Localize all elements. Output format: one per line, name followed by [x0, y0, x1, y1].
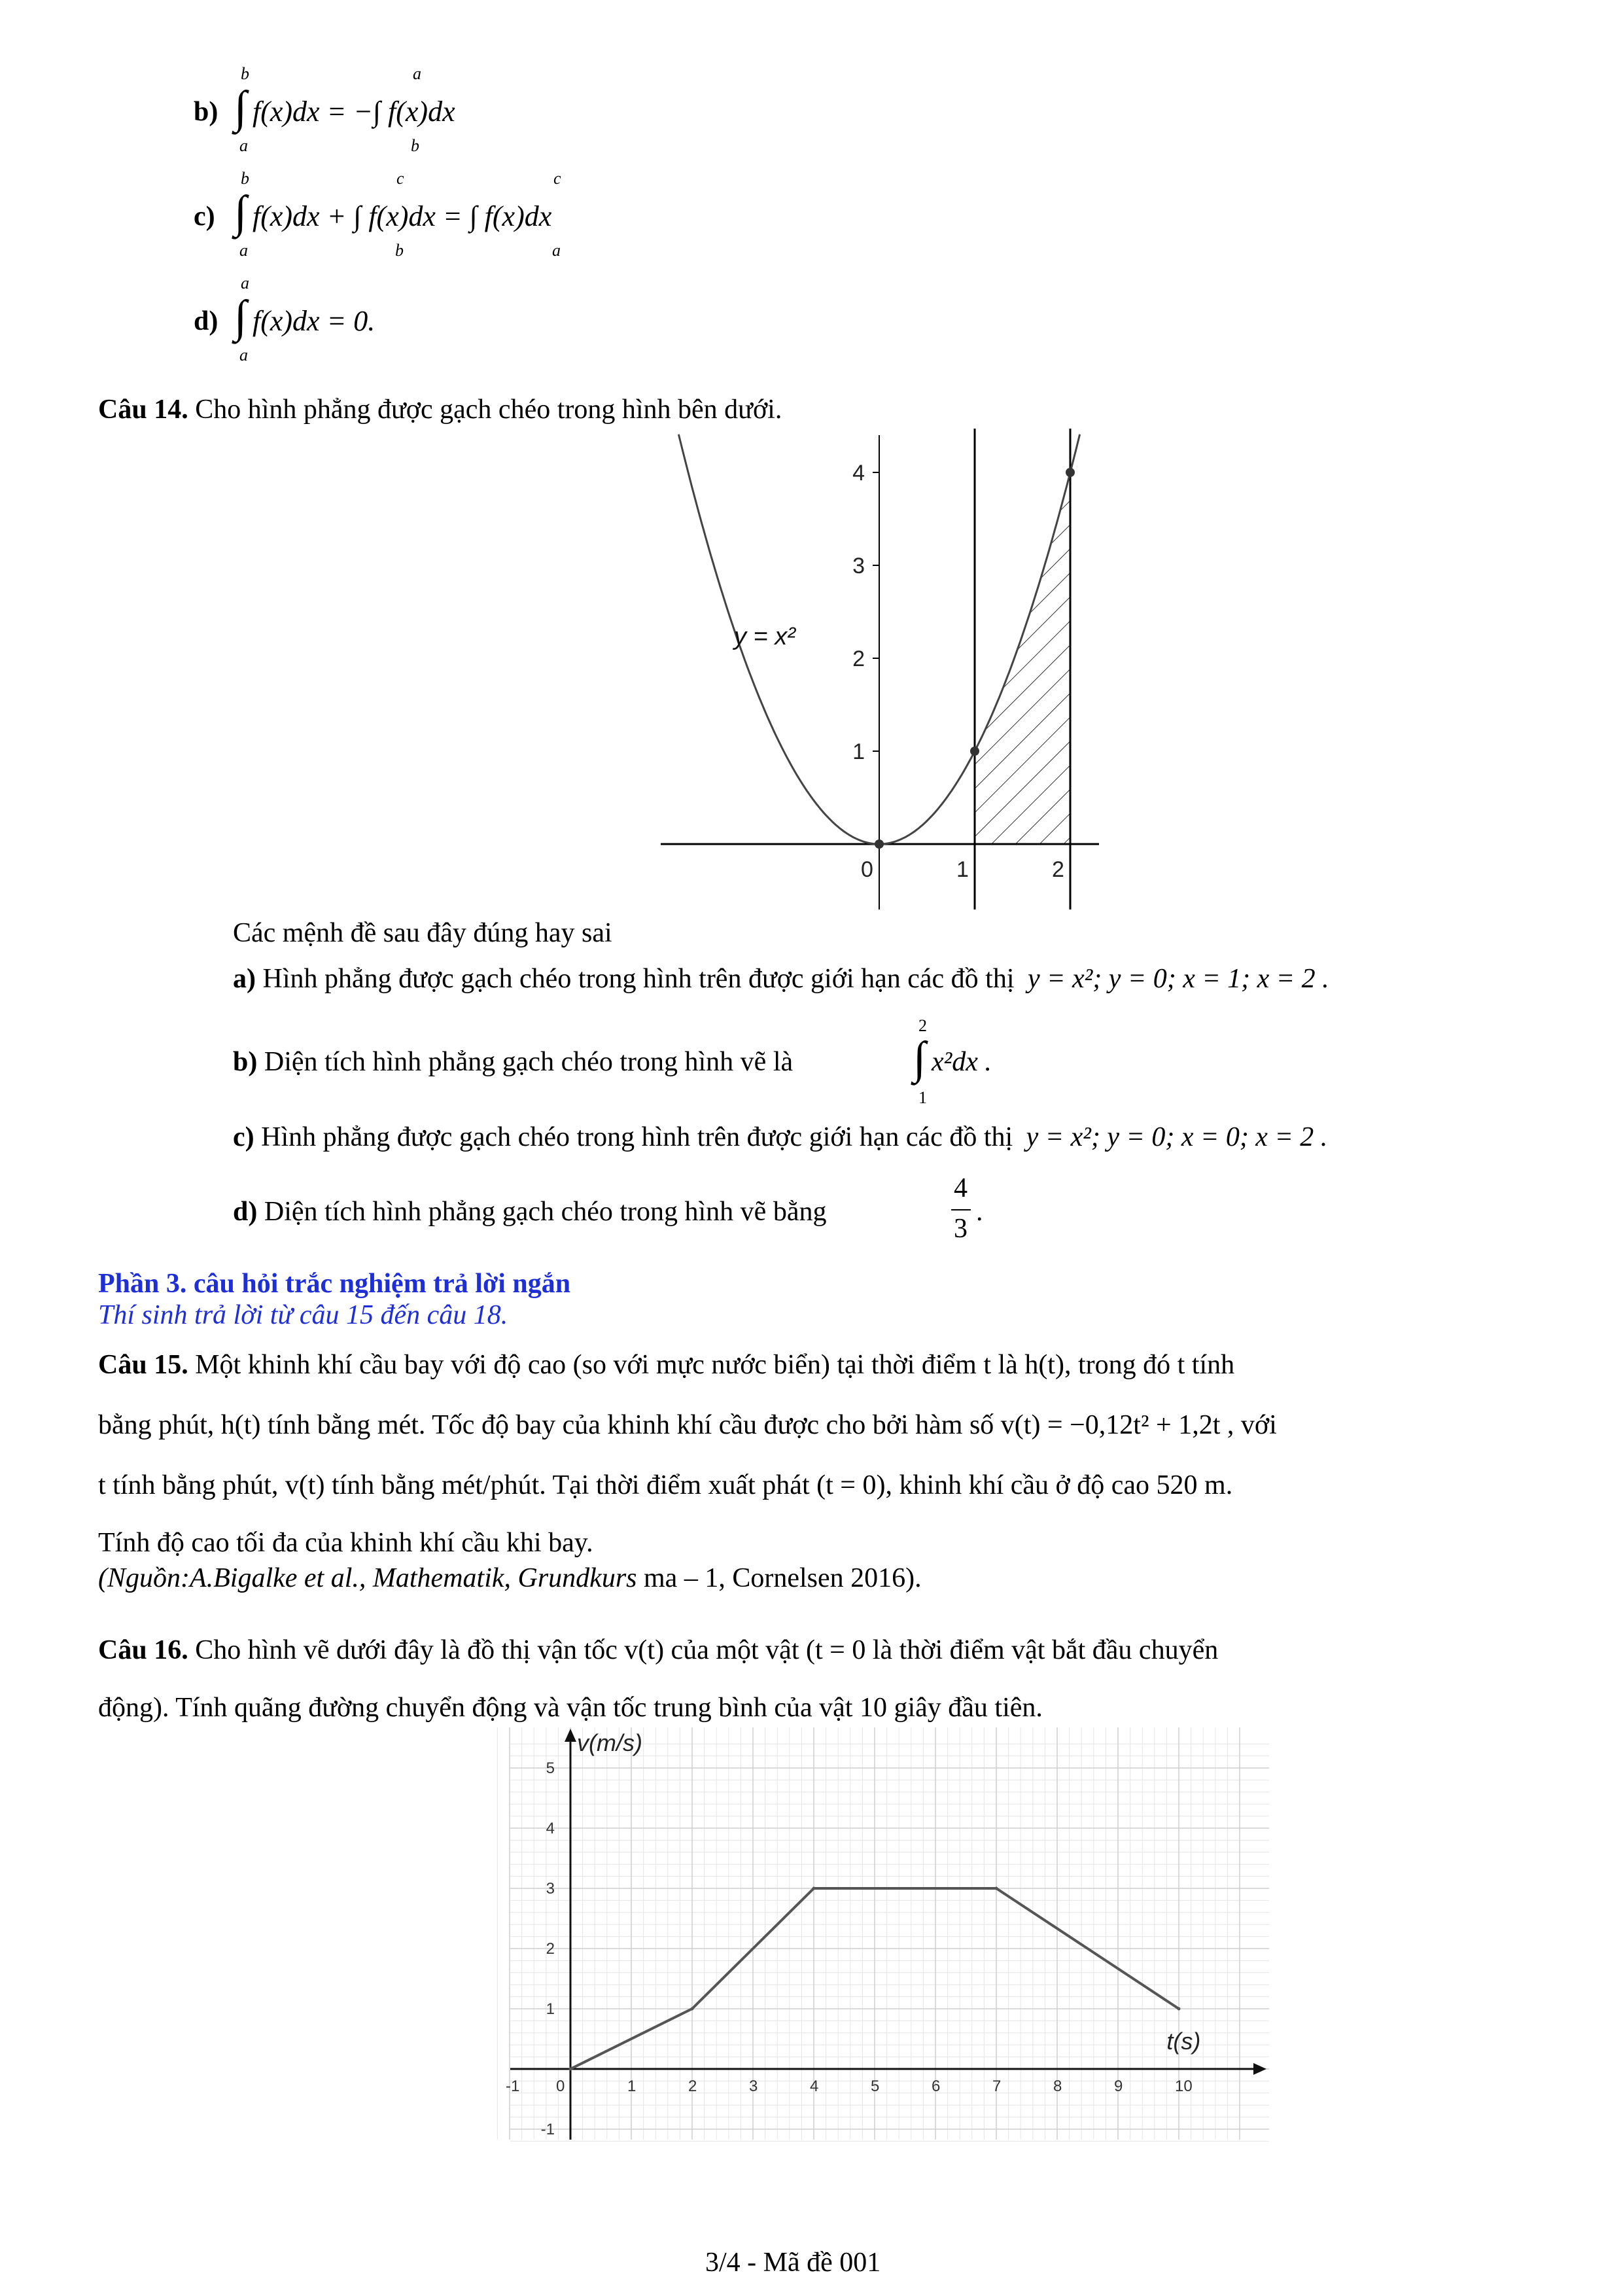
- q14-a-label: a): [233, 964, 256, 994]
- q14-b-text: Diện tích hình phẳng gạch chéo trong hình vẽ là: [264, 1047, 794, 1077]
- q16-text-line2: động). Tính quãng đường chuyển động và vận tốc trung bình của vật 10 giây đầu tiên.: [98, 1693, 1043, 1723]
- lower-limit: b: [395, 241, 404, 260]
- integral-sign: ∫: [913, 1033, 926, 1084]
- x-tick-label: -1: [506, 2077, 520, 2095]
- upper-limit: b: [241, 169, 249, 188]
- q15-source: [98, 1561, 922, 1595]
- q14-label: Câu 14.: [98, 395, 188, 425]
- upper-limit: c: [553, 169, 561, 188]
- q15-text-line4: Tính độ cao tối đa của khinh khí cầu khi bay.: [98, 1528, 593, 1558]
- curve-point: [1066, 468, 1075, 477]
- fraction-bar: [951, 1209, 971, 1210]
- lower-limit: a: [239, 345, 248, 364]
- y-tick-label: -1: [540, 2121, 555, 2138]
- q16-text-line1: Cho hình vẽ dưới đây là đồ thị vận tốc v(t) của một vật (t = 0 là thời điểm vật bắt đầu chuyển: [195, 1635, 1219, 1665]
- q15-text-line3: t tính bằng phút, v(t) tính bằng mét/phút. Tại thời điểm xuất phát (t = 0), khinh khí cầu ở độ cao 520 m.: [98, 1470, 1233, 1500]
- x-tick-label: 5: [871, 2077, 880, 2095]
- x-tick-label: 7: [992, 2077, 1002, 2095]
- y-tick-label: 3: [852, 554, 865, 578]
- lower-limit: 1: [918, 1088, 927, 1107]
- velocity-point: [1178, 2007, 1181, 2011]
- q14-b-label: b): [233, 1047, 258, 1077]
- x-tick-label: 1: [956, 857, 969, 882]
- y-axis-arrow: [565, 1729, 576, 1742]
- item-d-label: d): [194, 306, 218, 336]
- y-axis-label: v(m/s): [577, 1729, 642, 1756]
- velocity-point: [569, 2068, 572, 2071]
- item-c-row: [194, 170, 782, 262]
- y-tick-label: 4: [546, 1820, 555, 1837]
- upper-limit: 2: [918, 1016, 927, 1035]
- x-tick-label: 6: [932, 2077, 941, 2095]
- upper-limit: a: [241, 274, 249, 292]
- q14-statement-b: [233, 1017, 1083, 1109]
- part3-subtitle: Thí sinh trả lời từ câu 15 đến câu 18.: [98, 1300, 508, 1330]
- integral-sign: ∫: [234, 82, 247, 133]
- q14-b-line: [233, 1045, 793, 1079]
- parabola-chart: [661, 429, 1106, 910]
- q14-c-math: y = x²; y = 0; x = 0; x = 2 .: [1026, 1122, 1328, 1152]
- y-tick-label: 5: [546, 1759, 555, 1777]
- upper-limit: a: [413, 64, 421, 83]
- curve-point: [875, 839, 884, 849]
- fraction-tail: .: [976, 1197, 983, 1227]
- q15-source-italic: (Nguồn:A.Bigalke et al., Mathematik, Grundkurs: [98, 1563, 637, 1593]
- item-b-expression: f(x)dx = −∫ f(x)dx: [253, 96, 455, 128]
- x-axis-arrow: [1253, 2063, 1266, 2075]
- x-tick-label: 8: [1053, 2077, 1062, 2095]
- q14-c-label: c): [233, 1122, 254, 1152]
- x-tick-label: 2: [1052, 857, 1064, 882]
- x-tick-label: 1: [627, 2077, 637, 2095]
- lower-limit: a: [239, 136, 248, 155]
- q14-c-text: Hình phẳng được gạch chéo trong hình trên được giới hạn các đồ thị: [261, 1122, 1013, 1152]
- item-c-label: c): [194, 202, 215, 232]
- function-label: y = x²: [734, 623, 795, 650]
- item-d-expression: f(x)dx = 0.: [253, 305, 375, 337]
- item-d-row: [194, 275, 652, 366]
- q14-d-text: Diện tích hình phẳng gạch chéo trong hình vẽ bằng: [264, 1197, 827, 1227]
- item-b-label: b): [194, 97, 218, 127]
- y-tick-label: 2: [546, 1940, 555, 1958]
- x-tick-label: 0: [556, 2077, 565, 2095]
- q15-source-rest: ma – 1, Cornelsen 2016).: [637, 1563, 922, 1593]
- item-b-row: [194, 65, 652, 157]
- x-tick-label: 10: [1175, 2077, 1193, 2095]
- x-axis-label: t(s): [1166, 2028, 1201, 2055]
- upper-limit: c: [396, 169, 404, 188]
- velocity-point: [812, 1887, 816, 1890]
- lower-limit: b: [411, 136, 419, 155]
- q16-label: Câu 16.: [98, 1635, 188, 1665]
- page-footer: 3/4 - Mã đề 001: [705, 2248, 881, 2278]
- q16-line1: [98, 1633, 1218, 1667]
- y-tick-label: 3: [546, 1880, 555, 1898]
- q14-d-label: d): [233, 1197, 258, 1227]
- q14-d-line: [233, 1195, 826, 1229]
- fraction-denominator: 3: [954, 1214, 968, 1244]
- x-tick-label: 0: [861, 857, 873, 882]
- y-tick-label: 1: [546, 2000, 555, 2018]
- velocity-point: [691, 2007, 694, 2011]
- velocity-point: [995, 1887, 998, 1890]
- q15-text-line1: Một khinh khí cầu bay với độ cao (so với mực nước biển) tại thời điểm t là h(t), trong đó t tính: [195, 1350, 1235, 1380]
- part3-title: Phần 3. câu hỏi trắc nghiệm trả lời ngắn: [98, 1269, 571, 1299]
- lower-limit: a: [239, 241, 248, 260]
- q15-line1: [98, 1348, 1531, 1382]
- integral-sign: ∫: [234, 292, 247, 342]
- y-tick-label: 2: [852, 646, 865, 671]
- q15-label: Câu 15.: [98, 1350, 188, 1380]
- x-tick-label: 2: [688, 2077, 697, 2095]
- q14-statement-d: [233, 1171, 1083, 1256]
- q14-b-math: x²dx .: [932, 1047, 992, 1077]
- x-tick-label: 3: [749, 2077, 758, 2095]
- q14-statement-a: [233, 962, 1329, 996]
- y-tick-label: 1: [852, 739, 865, 764]
- x-tick-label: 9: [1114, 2077, 1123, 2095]
- upper-limit: b: [241, 64, 249, 83]
- x-tick-label: 4: [810, 2077, 819, 2095]
- q14-a-text: Hình phẳng được gạch chéo trong hình trên được giới hạn các đồ thị: [262, 964, 1015, 994]
- y-tick-label: 4: [852, 461, 865, 486]
- lower-limit: a: [552, 241, 561, 260]
- item-c-expression: f(x)dx + ∫ f(x)dx = ∫ f(x)dx: [253, 200, 552, 232]
- velocity-chart: [506, 1727, 1269, 2140]
- q14-intro: Các mệnh đề sau đây đúng hay sai: [233, 918, 612, 948]
- q14-text: Cho hình phẳng được gạch chéo trong hình bên dưới.: [195, 395, 782, 425]
- q14-statement-c: [233, 1120, 1327, 1154]
- q15-text-line2: bằng phút, h(t) tính bằng mét. Tốc độ bay của khinh khí cầu được cho bởi hàm số v(t) = −0,12t² + 1,2t , với: [98, 1410, 1277, 1440]
- q14-heading: [98, 393, 782, 427]
- integral-sign: ∫: [234, 187, 247, 238]
- q14-a-math: y = x²; y = 0; x = 1; x = 2 .: [1028, 964, 1329, 994]
- curve-point: [970, 747, 979, 756]
- fraction-numerator: 4: [954, 1173, 968, 1203]
